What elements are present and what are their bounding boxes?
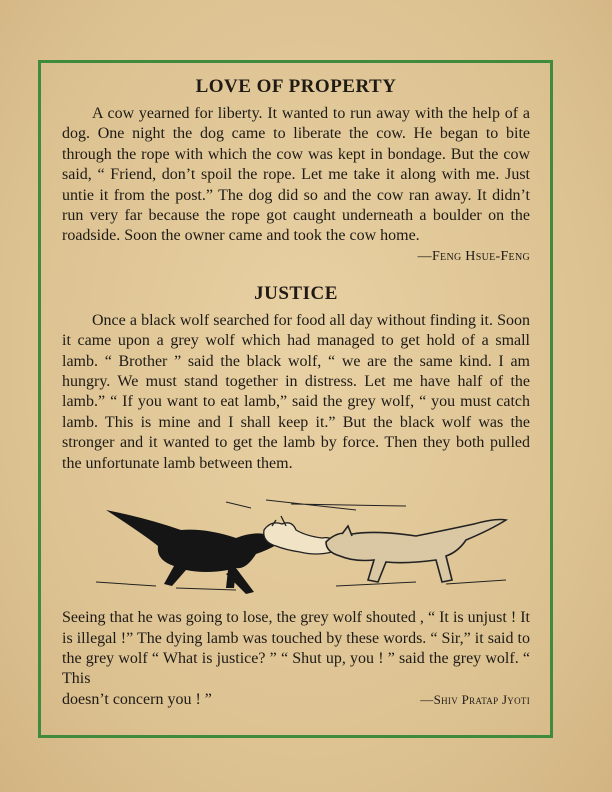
author-feng-hsue-feng: —Feng Hsue-Feng: [417, 248, 530, 264]
final-line: [62, 690, 530, 710]
page-content: [62, 76, 530, 710]
final-sentence: doesn’t concern you ! ”: [62, 690, 212, 708]
story-title-justice: JUSTICE: [254, 282, 338, 304]
grey-wolf-icon: [326, 520, 506, 583]
wolves-lamb-illustration: [86, 490, 516, 600]
story-body-justice-continued: Seeing that he was going to lose, the grey wolf shouted , “ It is unjust ! It is illegal !” The dying lamb was touched by these words. “ Sir,” it said to the grey wolf “ What is justice? ” “ Shut up, you ! ” said the grey wolf. “ This: [62, 609, 530, 688]
black-wolf-icon: [106, 510, 278, 594]
author-shiv-pratap-jyoti: —Shiv Pratap Jyoti: [420, 691, 530, 707]
lamb-icon: [264, 516, 336, 554]
story-body-love-of-property: A cow yearned for liberty. It wanted to run away with the help of a dog. One night the dog came to liberate the cow. He began to bite through the rope with which the cow was kept in bondage. But the cow said, “ Friend, don’t spoil the rope. Let me take it along with me. Just untie it from the post.” The dog did so and the cow ran away. It didn’t run very far because the rope got caught underneath a boulder on the roadside. Soon the owner came and took the cow home.: [62, 105, 530, 245]
story-body-justice: Once a black wolf searched for food all day without finding it. Soon it came upon a grey wolf which had managed to get hold of a small lamb. “ Brother ” said the black wolf, “ we are the same kind. I am hungry. We must stand together in distress. Let me have half of the lamb.” “ If you want to eat lamb,” said the grey wolf, “ you must catch lamb. This is mine and I shall keep it.” But the black wolf was the stronger and it wanted to get the lamb by force. Then they both pulled the unfortunate lamb between them.: [62, 311, 530, 472]
story-title-love-of-property: LOVE OF PROPERTY: [195, 76, 397, 97]
